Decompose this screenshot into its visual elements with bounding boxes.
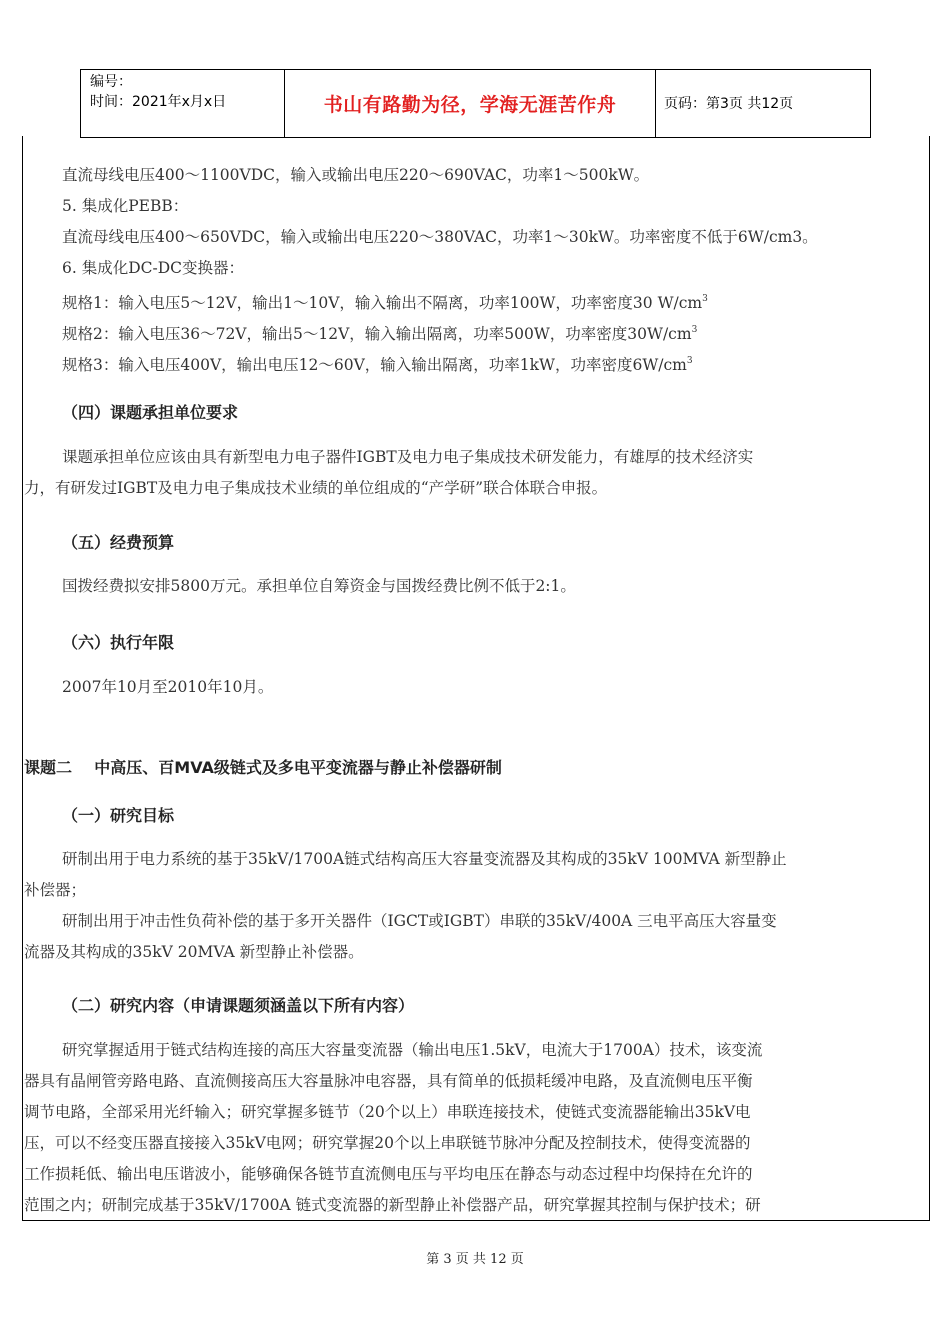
paragraph-line: 2007年10月至2010年10月。 (62, 678, 274, 696)
paragraph-line: 力，有研发过IGBT及电力电子集成技术业绩的单位组成的“产学研”联合体联合申报。 (24, 479, 608, 497)
section-heading-6: （六）执行年限 (62, 633, 175, 652)
header-page-info: 页码：第3页 共12页 (664, 96, 794, 112)
paragraph-line: 压，可以不经变压器直接接入35kV电网；研究掌握20个以上串联链节脉冲分配及控制技术，使得变流器的 (24, 1134, 751, 1152)
paragraph-line: 工作损耗低、输出电压谐波小，能够确保各链节直流侧电压与平均电压在静态与动态过程中均保持在允许的 (24, 1165, 753, 1183)
header-meta (90, 72, 226, 112)
paragraph-line: 补偿器； (24, 881, 87, 899)
section-heading-1: （一）研究目标 (62, 806, 175, 825)
paragraph-line: 器具有晶闸管旁路电路、直流侧接高压大容量脉冲电容器，具有简单的低损耗缓冲电路，及直流侧电压平衡 (24, 1072, 753, 1090)
paragraph-line: 研究掌握适用于链式结构连接的高压大容量变流器（输出电压1.5kV，电流大于1700A）技术，该变流 (62, 1041, 763, 1059)
paragraph-line: 范围之内；研制完成基于35kV/1700A 链式变流器的新型静止补偿器产品，研究掌握其控制与保护技术；研 (24, 1196, 761, 1214)
text-line: 直流母线电压400～1100VDC，输入或输出电压220～690VAC，功率1～500kW。 (62, 166, 650, 184)
text-line: 直流母线电压400～650VDC，输入或输出电压220～380VAC，功率1～30kW。功率密度不低于6W/cm3。 (62, 228, 818, 246)
topic-title: 课题二 中高压、百MVA级链式及多电平变流器与静止补偿器研制 (24, 758, 502, 777)
section-heading-4: （四）课题承担单位要求 (62, 403, 239, 422)
spec-text: 规格2：输入电压36～72V，输出5～12V，输入输出隔离，功率500W，功率密度30W/cm (62, 325, 692, 343)
section-heading-5: （五）经费预算 (62, 533, 175, 552)
spec-line-1 (62, 289, 708, 313)
paragraph-line: 调节电路，全部采用光纤输入；研究掌握多链节（20个以上）串联连接技术，使链式变流器能输出35kV电 (24, 1103, 751, 1121)
superscript: 3 (691, 325, 698, 335)
header-motto: 书山有路勤为径，学海无涯苦作舟 (323, 94, 617, 116)
page-footer: 第 3 页 共 12 页 (426, 1252, 524, 1267)
paragraph-line: 研制出用于电力系统的基于35kV/1700A链式结构高压大容量变流器及其构成的35kV 100MVA 新型静止 (62, 850, 787, 868)
paragraph-line: 国拨经费拟安排5800万元。承担单位自筹资金与国拨经费比例不低于2:1。 (62, 577, 576, 595)
paragraph-line: 研制出用于冲击性负荷补偿的基于多开关器件（IGCT或IGBT）串联的35kV/400A 三电平高压大容量变 (62, 912, 777, 930)
doc-date: 时间：2021年x月x日 (90, 94, 227, 110)
section-heading-2: （二）研究内容（申请课题须涵盖以下所有内容） (62, 996, 415, 1015)
superscript: 3 (702, 294, 708, 304)
spec-line-2 (62, 320, 697, 344)
header-border-right (870, 70, 871, 137)
header-border-left (80, 70, 81, 137)
paragraph-line: 流器及其构成的35kV 20MVA 新型静止补偿器。 (24, 943, 364, 961)
page-header (80, 69, 871, 138)
list-item-pebb: 5. 集成化PEBB： (62, 197, 189, 215)
superscript: 3 (686, 356, 693, 366)
paragraph-line: 课题承担单位应该由具有新型电力电子器件IGBT及电力电子集成技术研发能力，有雄厚的技术经济实 (62, 448, 754, 466)
spec-line-3 (62, 351, 693, 375)
spec-text: 规格1：输入电压5～12V，输出1～10V，输入输出不隔离，功率100W，功率密度30 W/cm (62, 294, 703, 312)
doc-number-label: 编号： (90, 74, 132, 90)
spec-text: 规格3：输入电压400V，输出电压12～60V，输入输出隔离，功率1kW，功率密度6W/cm (62, 356, 687, 374)
list-item-dcdc: 6. 集成化DC-DC变换器： (62, 259, 245, 277)
header-divider-2 (655, 70, 656, 137)
